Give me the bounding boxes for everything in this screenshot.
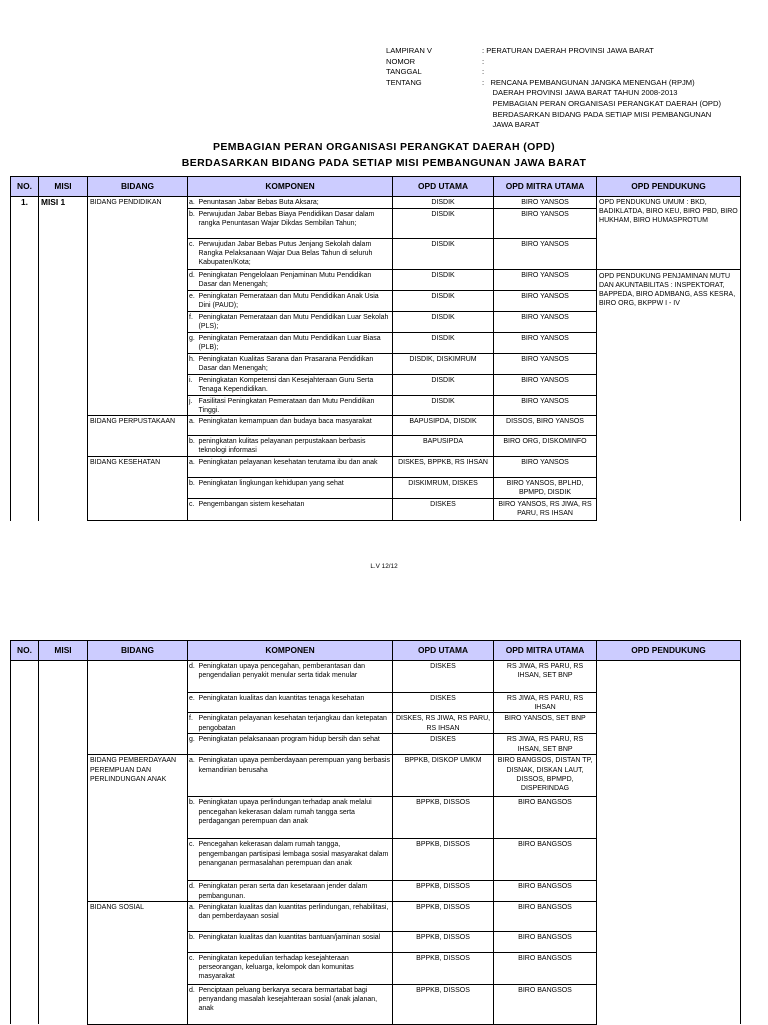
header-no: NO. bbox=[11, 641, 39, 661]
opd-mitra-cell: BIRO YANSOS bbox=[494, 374, 597, 395]
opd-utama-cell: BPPKB, DISSOS bbox=[393, 984, 494, 1024]
document-title-line2: BERDASARKAN BIDANG PADA SETIAP MISI PEMBANGUNAN JAWA BARAT bbox=[181, 157, 587, 169]
komponen-letter: c. bbox=[188, 238, 198, 269]
komponen-text: Peningkatan kualitas dan kuantitas perlindungan, rehabilitasi, dan pemberdayaan sosial bbox=[198, 901, 393, 931]
komponen-text: Perwujudan Jabar Bebas Putus Jenjang Sekolah dalam Rangka Pelaksanaan Wajar Dua Belas Tahun di seluruh Kabupaten/Kota; bbox=[198, 238, 393, 269]
opd-utama-cell: BPPKB, DISSOS bbox=[393, 881, 494, 901]
komponen-text: Pengembangan sistem kesehatan bbox=[198, 499, 393, 521]
lampiran-label: LAMPIRAN V bbox=[386, 46, 432, 55]
komponen-text: Peningkatan pelayanan kesehatan terutama ibu dan anak bbox=[198, 457, 393, 478]
komponen-letter: j. bbox=[188, 395, 198, 415]
header-misi: MISI bbox=[39, 641, 88, 661]
komponen-letter: c. bbox=[188, 499, 198, 521]
opd-pendukung-cell bbox=[597, 661, 741, 1025]
bidang-cell bbox=[88, 693, 188, 713]
opd-mitra-cell: BIRO YANSOS bbox=[494, 395, 597, 415]
row-number: 1. bbox=[11, 197, 39, 521]
bidang-cell bbox=[88, 311, 188, 332]
opd-mitra-cell: RS JIWA, RS PARU, RS IHSAN, SET BNP bbox=[494, 734, 597, 755]
komponen-letter: b. bbox=[188, 931, 198, 952]
header-no: NO. bbox=[11, 177, 39, 197]
komponen-text: Peningkatan pelayanan kesehatan terjangkau dan ketepatan pengobatan bbox=[198, 713, 393, 734]
opd-utama-cell: DISDIK bbox=[393, 238, 494, 269]
bidang-cell bbox=[88, 499, 188, 521]
komponen-text: Penciptaan peluang berkarya secara bermartabat bagi penyandang masalah kesejahteraan sosial (anak jalanan, anak bbox=[198, 984, 393, 1024]
table-row bbox=[11, 269, 741, 290]
header-opd-utama: OPD UTAMA bbox=[393, 177, 494, 197]
table-header-row bbox=[11, 177, 741, 197]
tanggal-value: : bbox=[482, 67, 485, 77]
opd-utama-cell: BAPUSIPDA bbox=[393, 436, 494, 457]
opd-mitra-cell: DISSOS, BIRO YANSOS bbox=[494, 416, 597, 436]
bidang-cell bbox=[88, 734, 188, 755]
bidang-cell bbox=[88, 436, 188, 457]
header-komponen: KOMPONEN bbox=[188, 177, 393, 197]
opd-table-page-2 bbox=[10, 640, 741, 1025]
komponen-letter: a. bbox=[188, 755, 198, 797]
document-metadata bbox=[386, 46, 742, 131]
opd-mitra-cell: BIRO BANGSOS bbox=[494, 931, 597, 952]
bidang-cell: BIDANG PENDIDIKAN bbox=[88, 197, 188, 209]
opd-utama-cell: BPPKB, DISSOS bbox=[393, 952, 494, 984]
komponen-letter: b. bbox=[188, 208, 198, 238]
komponen-letter: a. bbox=[188, 457, 198, 478]
header-bidang: BIDANG bbox=[88, 641, 188, 661]
row-number bbox=[11, 661, 39, 1025]
opd-mitra-cell: BIRO YANSOS, RS JIWA, RS PARU, RS IHSAN bbox=[494, 499, 597, 521]
opd-mitra-cell: RS JIWA, RS PARU, RS IHSAN, SET BNP bbox=[494, 661, 597, 693]
tentang-line: BERDASARKAN BIDANG PADA SETIAP MISI PEMBANGUNAN bbox=[482, 109, 712, 119]
opd-mitra-cell: BIRO YANSOS, SET BNP bbox=[494, 713, 597, 734]
tentang-line: JAWA BARAT bbox=[482, 120, 540, 130]
opd-mitra-cell: BIRO YANSOS bbox=[494, 353, 597, 374]
header-komponen: KOMPONEN bbox=[188, 641, 393, 661]
tentang-line: PEMBAGIAN PERAN ORGANISASI PERANGKAT DAERAH (OPD) bbox=[482, 98, 721, 108]
lampiran-value: : PERATURAN DAERAH PROVINSI JAWA BARAT bbox=[482, 46, 654, 55]
opd-utama-cell: BPPKB, DISKOP UMKM bbox=[393, 755, 494, 797]
komponen-text: Peningkatan Pengelolaan Penjaminan Mutu Pendidikan Dasar dan Menengah; bbox=[198, 269, 393, 290]
bidang-cell: BIDANG PERPUSTAKAAN bbox=[88, 416, 188, 436]
komponen-text: Peningkatan kepedulian terhadap kesejahteraan perseorangan, keluarga, kelompok dan komunitas masyarakat bbox=[198, 952, 393, 984]
opd-mitra-cell: BIRO BANGSOS bbox=[494, 797, 597, 839]
opd-mitra-cell: BIRO BANGSOS bbox=[494, 952, 597, 984]
table-row bbox=[11, 661, 741, 693]
komponen-letter: d. bbox=[188, 881, 198, 901]
header-opd-utama: OPD UTAMA bbox=[393, 641, 494, 661]
opd-utama-cell: DISKES bbox=[393, 499, 494, 521]
opd-mitra-cell: BIRO YANSOS bbox=[494, 311, 597, 332]
opd-utama-cell: DISKES bbox=[393, 693, 494, 713]
tentang-label: TENTANG bbox=[386, 77, 422, 87]
bidang-cell bbox=[88, 661, 188, 693]
opd-utama-cell: DISKES, BPPKB, RS IHSAN bbox=[393, 457, 494, 478]
opd-utama-cell: BPPKB, DISSOS bbox=[393, 931, 494, 952]
komponen-text: Pencegahan kekerasan dalam rumah tangga, pengembangan partisipasi lembaga sosial masyarakat dalam penanganan permasalahan perempuan dan anak bbox=[198, 839, 393, 881]
misi-label: MISI 1 bbox=[39, 197, 88, 521]
opd-mitra-cell: BIRO YANSOS bbox=[494, 332, 597, 353]
bidang-cell bbox=[88, 881, 188, 901]
komponen-text: Peningkatan Kompetensi dan Kesejahteraan Guru Serta Tenaga Kependidikan. bbox=[198, 374, 393, 395]
bidang-cell bbox=[88, 353, 188, 374]
opd-mitra-cell: BIRO BANGSOS, DISTAN TP, DISNAK, DISKAN LAUT, DISSOS, BPMPD, DISPERINDAG bbox=[494, 755, 597, 797]
komponen-text: Penuntasan Jabar Bebas Buta Aksara; bbox=[198, 197, 393, 209]
opd-mitra-cell: BIRO BANGSOS bbox=[494, 839, 597, 881]
opd-utama-cell: BAPUSIPDA, DISDIK bbox=[393, 416, 494, 436]
opd-utama-cell: DISDIK bbox=[393, 374, 494, 395]
bidang-cell bbox=[88, 395, 188, 415]
tanggal-label: TANGGAL bbox=[386, 67, 422, 77]
bidang-cell bbox=[88, 238, 188, 269]
bidang-cell: BIDANG KESEHATAN bbox=[88, 457, 188, 478]
misi-label bbox=[39, 661, 88, 1025]
opd-utama-cell: DISDIK bbox=[393, 208, 494, 238]
opd-mitra-cell: BIRO YANSOS, BPLHD, BPMPD, DISDIK bbox=[494, 478, 597, 499]
komponen-letter: e. bbox=[188, 290, 198, 311]
opd-utama-cell: DISDIK, DISKIMRUM bbox=[393, 353, 494, 374]
komponen-letter: g. bbox=[188, 734, 198, 755]
komponen-text: Peningkatan Pemerataan dan Mutu Pendidikan Luar Sekolah (PLS); bbox=[198, 311, 393, 332]
bidang-cell bbox=[88, 332, 188, 353]
opd-utama-cell: DISDIK bbox=[393, 311, 494, 332]
opd-utama-cell: DISKES bbox=[393, 661, 494, 693]
komponen-text: Peningkatan upaya pencegahan, pemberantasan dan pengendalian penyakit menular serta tidak menular bbox=[198, 661, 393, 693]
komponen-letter: b. bbox=[188, 436, 198, 457]
bidang-cell bbox=[88, 984, 188, 1024]
bidang-cell: BIDANG PEMBERDAYAAN PEREMPUAN DAN PERLINDUNGAN ANAK bbox=[88, 755, 188, 797]
opd-utama-cell: DISDIK bbox=[393, 395, 494, 415]
komponen-text: Peningkatan kualitas dan kuantitas tenaga kesehatan bbox=[198, 693, 393, 713]
page-footer: L.V 12/12 bbox=[370, 563, 398, 570]
komponen-letter: b. bbox=[188, 478, 198, 499]
komponen-letter: h. bbox=[188, 353, 198, 374]
bidang-cell bbox=[88, 931, 188, 952]
opd-mitra-cell: BIRO YANSOS bbox=[494, 457, 597, 478]
opd-mitra-cell: BIRO YANSOS bbox=[494, 208, 597, 238]
bidang-cell bbox=[88, 797, 188, 839]
header-opd-pendukung: OPD PENDUKUNG bbox=[597, 641, 741, 661]
nomor-label: NOMOR bbox=[386, 56, 416, 66]
komponen-text: Peningkatan peran serta dan kesetaraan jender dalam pembangunan. bbox=[198, 881, 393, 901]
tentang-value bbox=[482, 78, 742, 131]
komponen-letter: f. bbox=[188, 713, 198, 734]
opd-mitra-cell: BIRO BANGSOS bbox=[494, 901, 597, 931]
bidang-cell bbox=[88, 290, 188, 311]
opd-pendukung-penjaminan-mutu: OPD PENDUKUNG PENJAMINAN MUTU DAN AKUNTABILITAS : INSPEKTORAT, BAPPEDA, BIRO ADMBANG, ASS KESRA, BIRO ORG, BKPPW I - IV bbox=[597, 269, 741, 520]
komponen-letter: d. bbox=[188, 269, 198, 290]
bidang-cell bbox=[88, 374, 188, 395]
komponen-letter: d. bbox=[188, 984, 198, 1024]
opd-utama-cell: DISKES bbox=[393, 734, 494, 755]
opd-utama-cell: DISDIK bbox=[393, 197, 494, 209]
opd-mitra-cell: BIRO YANSOS bbox=[494, 290, 597, 311]
bidang-cell bbox=[88, 269, 188, 290]
bidang-cell bbox=[88, 713, 188, 734]
komponen-text: Peningkatan Pemerataan dan Mutu Pendidikan Luar Biasa (PLB); bbox=[198, 332, 393, 353]
header-opd-mitra-utama: OPD MITRA UTAMA bbox=[494, 177, 597, 197]
opd-mitra-cell: BIRO ORG, DISKOMINFO bbox=[494, 436, 597, 457]
komponen-text: Peningkatan kemampuan dan budaya baca masyarakat bbox=[198, 416, 393, 436]
komponen-text: Peningkatan pelaksanaan program hidup bersih dan sehat bbox=[198, 734, 393, 755]
bidang-cell bbox=[88, 839, 188, 881]
opd-table-page-1 bbox=[10, 176, 741, 521]
header-misi: MISI bbox=[39, 177, 88, 197]
nomor-value: : bbox=[482, 56, 485, 66]
opd-mitra-cell: BIRO YANSOS bbox=[494, 197, 597, 209]
bidang-cell bbox=[88, 952, 188, 984]
bidang-cell: BIDANG SOSIAL bbox=[88, 901, 188, 931]
opd-utama-cell: DISDIK bbox=[393, 269, 494, 290]
header-opd-mitra-utama: OPD MITRA UTAMA bbox=[494, 641, 597, 661]
table-header-row bbox=[11, 641, 741, 661]
document-title-line1: PEMBAGIAN PERAN ORGANISASI PERANGKAT DAERAH (OPD) bbox=[212, 141, 555, 153]
opd-pendukung-umum: OPD PENDUKUNG UMUM : BKD, BADIKLATDA, BIRO KEU, BIRO PBD, BIRO HUKHAM, BIRO HUMASPROTUM bbox=[597, 197, 741, 270]
komponen-text: Perwujudan Jabar Bebas Biaya Pendidikan Dasar dalam rangka Penuntasan Wajar Dikdas Sembilan Tahun; bbox=[198, 208, 393, 238]
komponen-text: Peningkatan lingkungan kehidupan yang sehat bbox=[198, 478, 393, 499]
komponen-letter: c. bbox=[188, 952, 198, 984]
komponen-letter: g. bbox=[188, 332, 198, 353]
komponen-text: Fasilitasi Peningkatan Pemerataan dan Mutu Pendidikan Tinggi. bbox=[198, 395, 393, 415]
opd-mitra-cell: BIRO YANSOS bbox=[494, 238, 597, 269]
komponen-text: Peningkatan upaya pemberdayaan perempuan yang berbasis kemandirian berusaha bbox=[198, 755, 393, 797]
opd-mitra-cell: BIRO YANSOS bbox=[494, 269, 597, 290]
komponen-letter: c. bbox=[188, 839, 198, 881]
komponen-letter: a. bbox=[188, 197, 198, 209]
opd-mitra-cell: BIRO BANGSOS bbox=[494, 881, 597, 901]
komponen-text: Peningkatan Pemerataan dan Mutu Pendidikan Anak Usia Dini (PAUD); bbox=[198, 290, 393, 311]
table-row bbox=[11, 197, 741, 209]
opd-utama-cell: DISDIK bbox=[393, 290, 494, 311]
tentang-line: : RENCANA PEMBANGUNAN JANGKA MENENGAH (RPJM) bbox=[482, 77, 695, 87]
bidang-cell bbox=[88, 478, 188, 499]
komponen-letter: b. bbox=[188, 797, 198, 839]
komponen-letter: f. bbox=[188, 311, 198, 332]
header-bidang: BIDANG bbox=[88, 177, 188, 197]
komponen-letter: e. bbox=[188, 693, 198, 713]
komponen-text: Peningkatan upaya perlindungan terhadap anak melalui pencegahan kekerasan dalam rumah tangga serta perdagangan perempuan dan anak bbox=[198, 797, 393, 839]
komponen-text: Peningkatan kualitas dan kuantitas bantuan/jaminan sosial bbox=[198, 931, 393, 952]
opd-utama-cell: DISKES, RS JIWA, RS PARU, RS IHSAN bbox=[393, 713, 494, 734]
opd-utama-cell: BPPKB, DISSOS bbox=[393, 901, 494, 931]
komponen-text: Peningkatan Kualitas Sarana dan Prasarana Pendidikan Dasar dan Menengah; bbox=[198, 353, 393, 374]
opd-utama-cell: BPPKB, DISSOS bbox=[393, 797, 494, 839]
komponen-text: peningkatan kulitas pelayanan perpustakaan berbasis teknologi informasi bbox=[198, 436, 393, 457]
komponen-letter: d. bbox=[188, 661, 198, 693]
opd-mitra-cell: RS JIWA, RS PARU, RS IHSAN bbox=[494, 693, 597, 713]
opd-utama-cell: DISKIMRUM, DISKES bbox=[393, 478, 494, 499]
komponen-letter: a. bbox=[188, 901, 198, 931]
tentang-line: DAERAH PROVINSI JAWA BARAT TAHUN 2008-2013 bbox=[482, 88, 678, 98]
opd-mitra-cell: BIRO BANGSOS bbox=[494, 984, 597, 1024]
bidang-cell bbox=[88, 208, 188, 238]
header-opd-pendukung: OPD PENDUKUNG bbox=[597, 177, 741, 197]
komponen-letter: i. bbox=[188, 374, 198, 395]
opd-utama-cell: DISDIK bbox=[393, 332, 494, 353]
opd-utama-cell: BPPKB, DISSOS bbox=[393, 839, 494, 881]
komponen-letter: a. bbox=[188, 416, 198, 436]
